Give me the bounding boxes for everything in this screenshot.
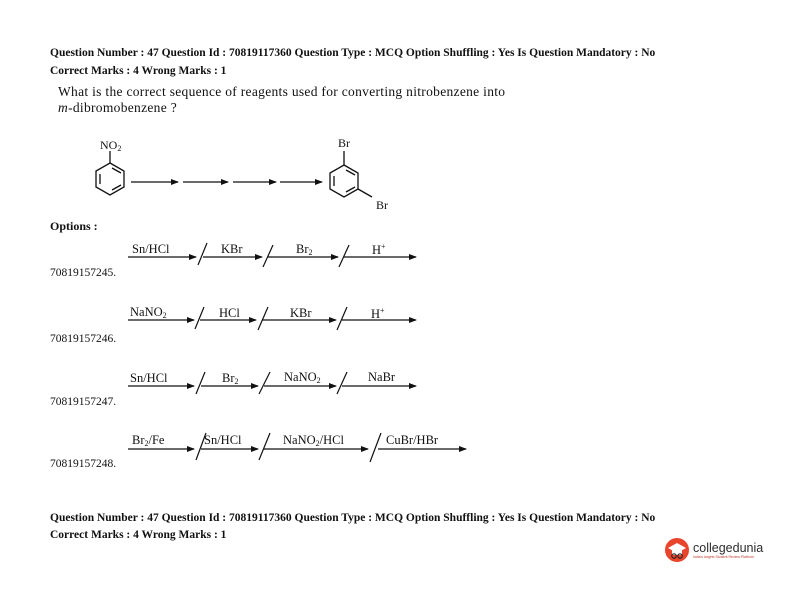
bromo-substituent-2: Br xyxy=(376,198,388,212)
graduation-cap-icon xyxy=(664,537,690,563)
marks-line: Correct Marks : 4 Wrong Marks : 1 xyxy=(50,65,227,77)
reagent-3: NaNO$_2$ xyxy=(284,370,321,385)
reagent-2: Sn/HCl xyxy=(204,433,242,447)
option-4-arrows xyxy=(128,433,466,462)
option-id: 70819157245. xyxy=(50,267,117,279)
reagent-2: $Br_2$ xyxy=(222,371,239,386)
question-line-1: What is the correct sequence of reagents used for converting nitrobenzene into xyxy=(58,84,506,99)
reagent-3: NaNO$_2$/HCl xyxy=(283,433,344,448)
reagent-1: Sn/HCl xyxy=(130,371,168,385)
logo-tagline: India's largest Student Review Platform xyxy=(693,555,754,559)
reagent-1: NaNO$_2$ xyxy=(130,305,167,320)
footer-marks-line: Correct Marks : 4 Wrong Marks : 1 xyxy=(50,529,227,541)
reagent-4: H+ xyxy=(371,306,385,321)
reagent-1: Sn/HCl xyxy=(132,242,170,256)
reagent-4: H+ xyxy=(372,242,386,257)
reagent-4: NaBr xyxy=(368,370,396,384)
option-1-arrows xyxy=(128,243,416,267)
nitro-group-label: $NO_2$ xyxy=(100,138,122,153)
option-2-arrows xyxy=(128,307,416,330)
reagent-2: KBr xyxy=(221,242,243,256)
option-id: 70819157248. xyxy=(50,458,117,470)
options-heading: Options : xyxy=(50,219,98,233)
option-id: 70819157246. xyxy=(50,333,117,345)
logo-name: collegedunia xyxy=(693,541,764,555)
question-line-2-rest: -dibromobenzene ? xyxy=(68,100,177,115)
option-3-arrows xyxy=(128,372,416,394)
reagent-3: KBr xyxy=(290,306,312,320)
reagent-4: CuBr/HBr xyxy=(386,433,439,447)
collegedunia-logo xyxy=(664,537,763,563)
reagent-3: $Br_2$ xyxy=(296,242,313,257)
reagent-2: HCl xyxy=(219,306,240,320)
question-header: Question Number : 47 Question Id : 70819117360 Question Type : MCQ Option Shuffling : Yes Is Question Mandatory : No xyxy=(50,47,656,59)
bromo-substituent-1: Br xyxy=(338,136,350,150)
option-id: 70819157247. xyxy=(50,396,117,408)
meta-prefix: m xyxy=(58,100,69,115)
question-footer: Question Number : 47 Question Id : 70819117360 Question Type : MCQ Option Shuffling : Yes Is Question Mandatory : No xyxy=(50,512,656,524)
reagent-1: $Br_2/Fe$ xyxy=(132,433,165,448)
